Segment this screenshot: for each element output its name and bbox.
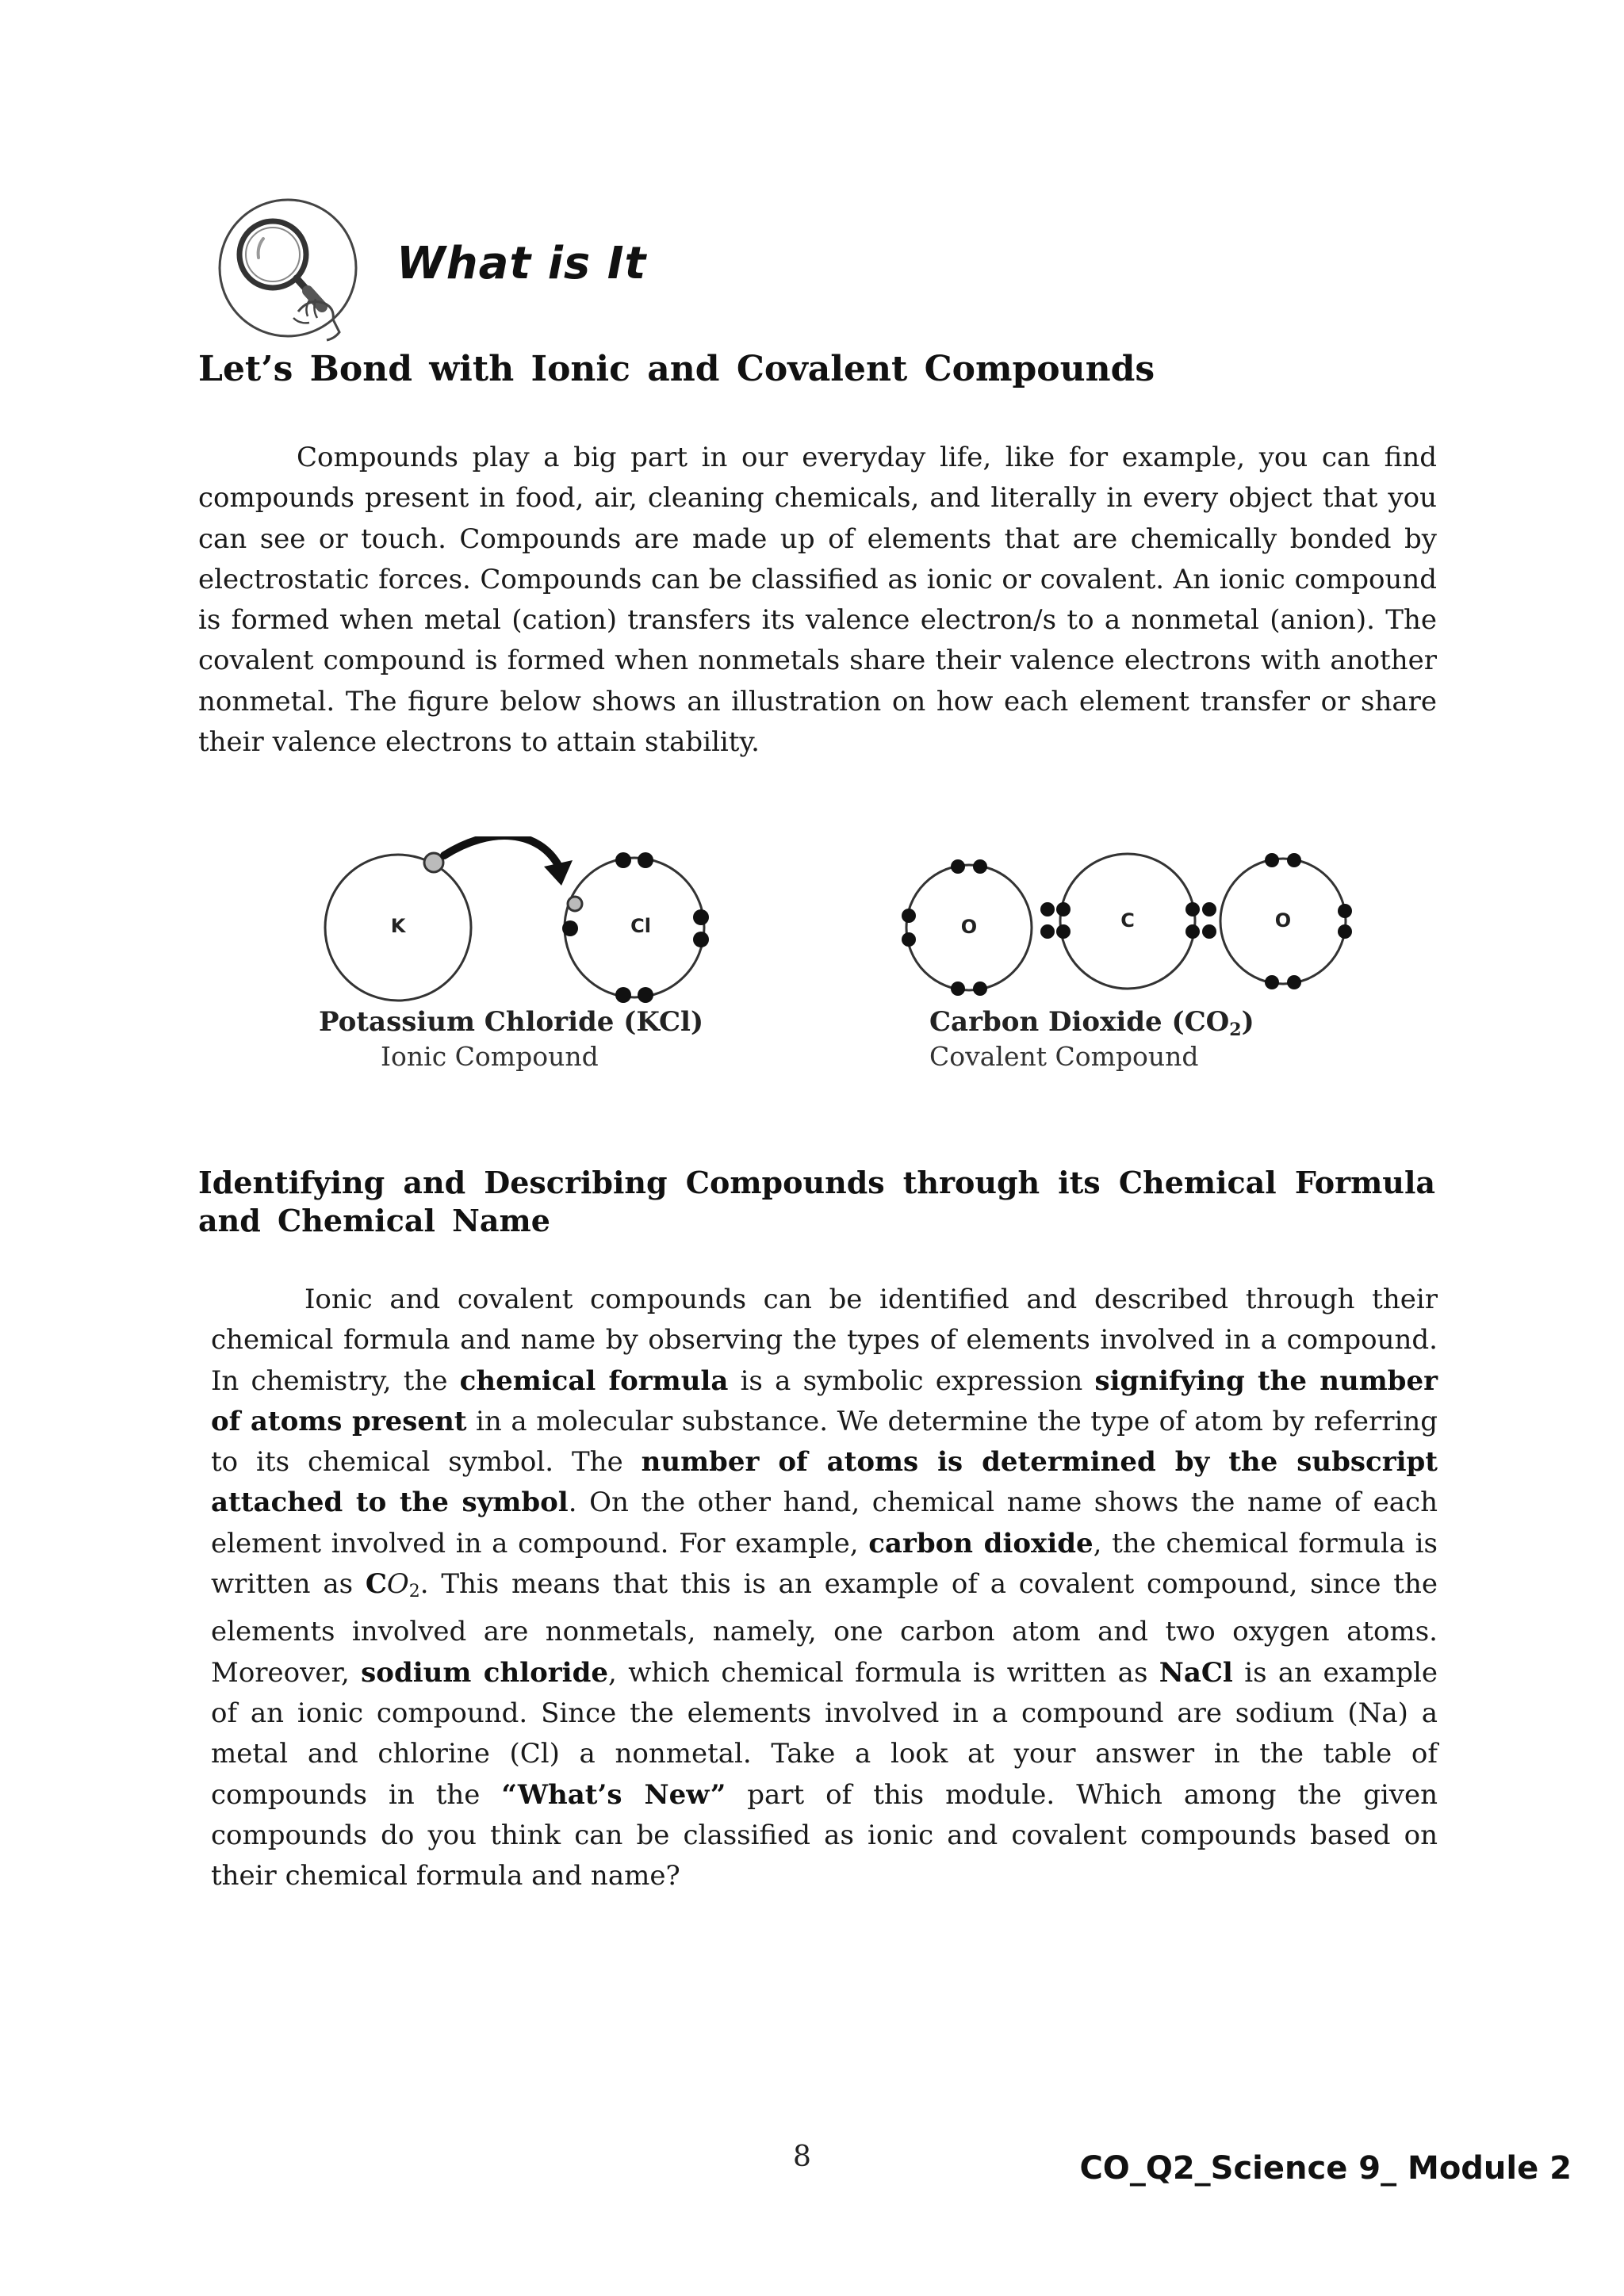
heading-identifying-compounds: Identifying and Describing Compounds through its Chemical Formula and Chemical Name <box>198 1165 1435 1238</box>
atom-cl-label: Cl <box>630 915 651 937</box>
atom-o-right-label: O <box>1274 909 1292 932</box>
ionic-compound-name: Potassium Chloride (KCl) <box>319 1006 704 1038</box>
atom-c-label: C <box>1120 909 1135 932</box>
covalent-compound-name: Carbon Dioxide $(CO_2)$ <box>929 1006 1254 1040</box>
atom-k-label: K <box>390 915 406 937</box>
covalent-compound-type: Covalent Compound <box>929 1041 1199 1072</box>
section-title: What is It <box>396 238 647 289</box>
bonding-figure <box>309 836 1388 1090</box>
module-code: CO_Q2_Science 9_ Module 2 <box>1079 2150 1572 2187</box>
heading-bonds: Let’s Bond with Ionic and Covalent Compounds <box>198 349 1155 389</box>
ionic-compound-type: Ionic Compound <box>381 1041 599 1072</box>
page-number: 8 <box>793 2141 811 2173</box>
atom-o-left-label: O <box>960 916 978 938</box>
paragraph-compounds-intro: Compounds play a big part in our everyday life, like for example, you can find compounds present in food, air, cleaning chemicals, and literally in every object that you can see or touch. Compounds are made up of elements that are chemically bonded by electrostatic forces. Compounds can be classified as ionic or covalent. An ionic compound is formed when metal (cation) transfers its valence electron/s to a nonmetal (anion). The covalent compound is formed when nonmetals share their valence electrons with another nonmetal. The figure below shows an illustration on how each element transfer or share their valence electrons to attain stability. <box>198 442 1437 759</box>
magnifying-glass-icon <box>216 193 360 343</box>
ionic-bond-diagram <box>325 836 709 1003</box>
covalent-bond-diagram <box>902 853 1352 996</box>
paragraph-chemical-formula: Ionic and covalent compounds can be identified and described through their chemical formula and name by observing the types of elements involved in a compound. In chemistry, the chemical formula is a symbolic expression signifying the number of atoms present in a molecular substance. We determine the type of atom by referring to its chemical symbol. The number of atoms is determined by the subscript attached to the symbol. On the other hand, chemical name shows the name of each element involved in a compound. For example, carbon dioxide, the chemical formula is written as CO2. This means that this is an example of a covalent compound, since the elements involved are nonmetals, namely, one carbon atom and two oxygen atoms. Moreover, sodium chloride, which chemical formula is written as NaCl is an example of an ionic compound. Since the elements involved in a compound are sodium (Na) a metal and chlorine (Cl) a nonmetal. Take a look at your answer in the table of compounds in the “What’s New” part of this module. Which among the given compounds do you think can be classified as ionic and covalent compounds based on their chemical formula and name? <box>211 1284 1438 1892</box>
